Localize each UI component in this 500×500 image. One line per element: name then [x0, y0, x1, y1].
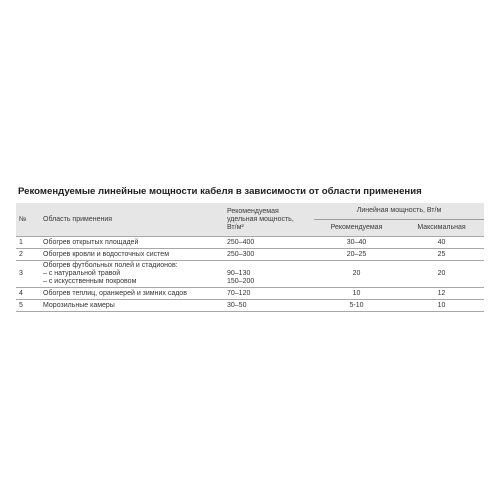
cell-area: Обогрев теплиц, оранжерей и зимних садов: [40, 288, 224, 300]
power-line: [227, 262, 311, 270]
header-power-line: Рекомендуемая: [227, 207, 279, 215]
table-row: [16, 261, 484, 288]
cell-area: Обогрев открытых площадей: [40, 237, 224, 249]
cell-maximum: 40: [399, 237, 484, 249]
area-line: Обогрев футбольных полей и стадионов:: [43, 262, 178, 269]
header-linear-power: Линейная мощность, Вт/м: [314, 203, 484, 220]
table-title: Рекомендуемые линейные мощности кабеля в зависимости от области применения: [18, 186, 422, 197]
table-row: [16, 237, 484, 249]
header-power-line: Вт/м²: [227, 223, 244, 231]
header-recommended: Рекомендуемая: [314, 220, 399, 237]
area-line: – с натуральной травой: [43, 270, 121, 277]
cell-recommended: 20: [314, 261, 399, 288]
cell-power: 70–120: [224, 288, 314, 300]
cell-maximum: 10: [399, 300, 484, 312]
cell-recommended: 30–40: [314, 237, 399, 249]
document: [16, 186, 484, 312]
cell-num: 2: [16, 249, 40, 261]
header-maximum: Максимальная: [399, 220, 484, 237]
cell-power: 30–50: [224, 300, 314, 312]
table-header: [16, 203, 484, 237]
header-specific-power: [224, 203, 314, 237]
area-line: – с искусственным покровом: [43, 278, 137, 285]
cell-recommended: 10: [314, 288, 399, 300]
cell-maximum: 12: [399, 288, 484, 300]
cell-recommended: 5-10: [314, 300, 399, 312]
header-power-line: удельная мощность,: [227, 215, 294, 223]
table-row: [16, 288, 484, 300]
cell-num: 4: [16, 288, 40, 300]
cell-power: [224, 261, 314, 288]
power-line: 150–200: [227, 278, 255, 285]
table-row: [16, 300, 484, 312]
cell-num: 5: [16, 300, 40, 312]
cell-num: 1: [16, 237, 40, 249]
power-table: [16, 203, 484, 312]
header-num: №: [16, 203, 40, 237]
cell-area: [40, 261, 224, 288]
power-line: 90–130: [227, 270, 251, 277]
cell-maximum: 25: [399, 249, 484, 261]
cell-area: Обогрев кровли и водосточных систем: [40, 249, 224, 261]
cell-power: 250–400: [224, 237, 314, 249]
cell-area: Морозильные камеры: [40, 300, 224, 312]
header-area: Область применения: [40, 203, 224, 237]
cell-power: 250–300: [224, 249, 314, 261]
cell-maximum: 20: [399, 261, 484, 288]
cell-recommended: 20–25: [314, 249, 399, 261]
cell-num: 3: [16, 261, 40, 288]
table-row: [16, 249, 484, 261]
table-body: [16, 237, 484, 312]
